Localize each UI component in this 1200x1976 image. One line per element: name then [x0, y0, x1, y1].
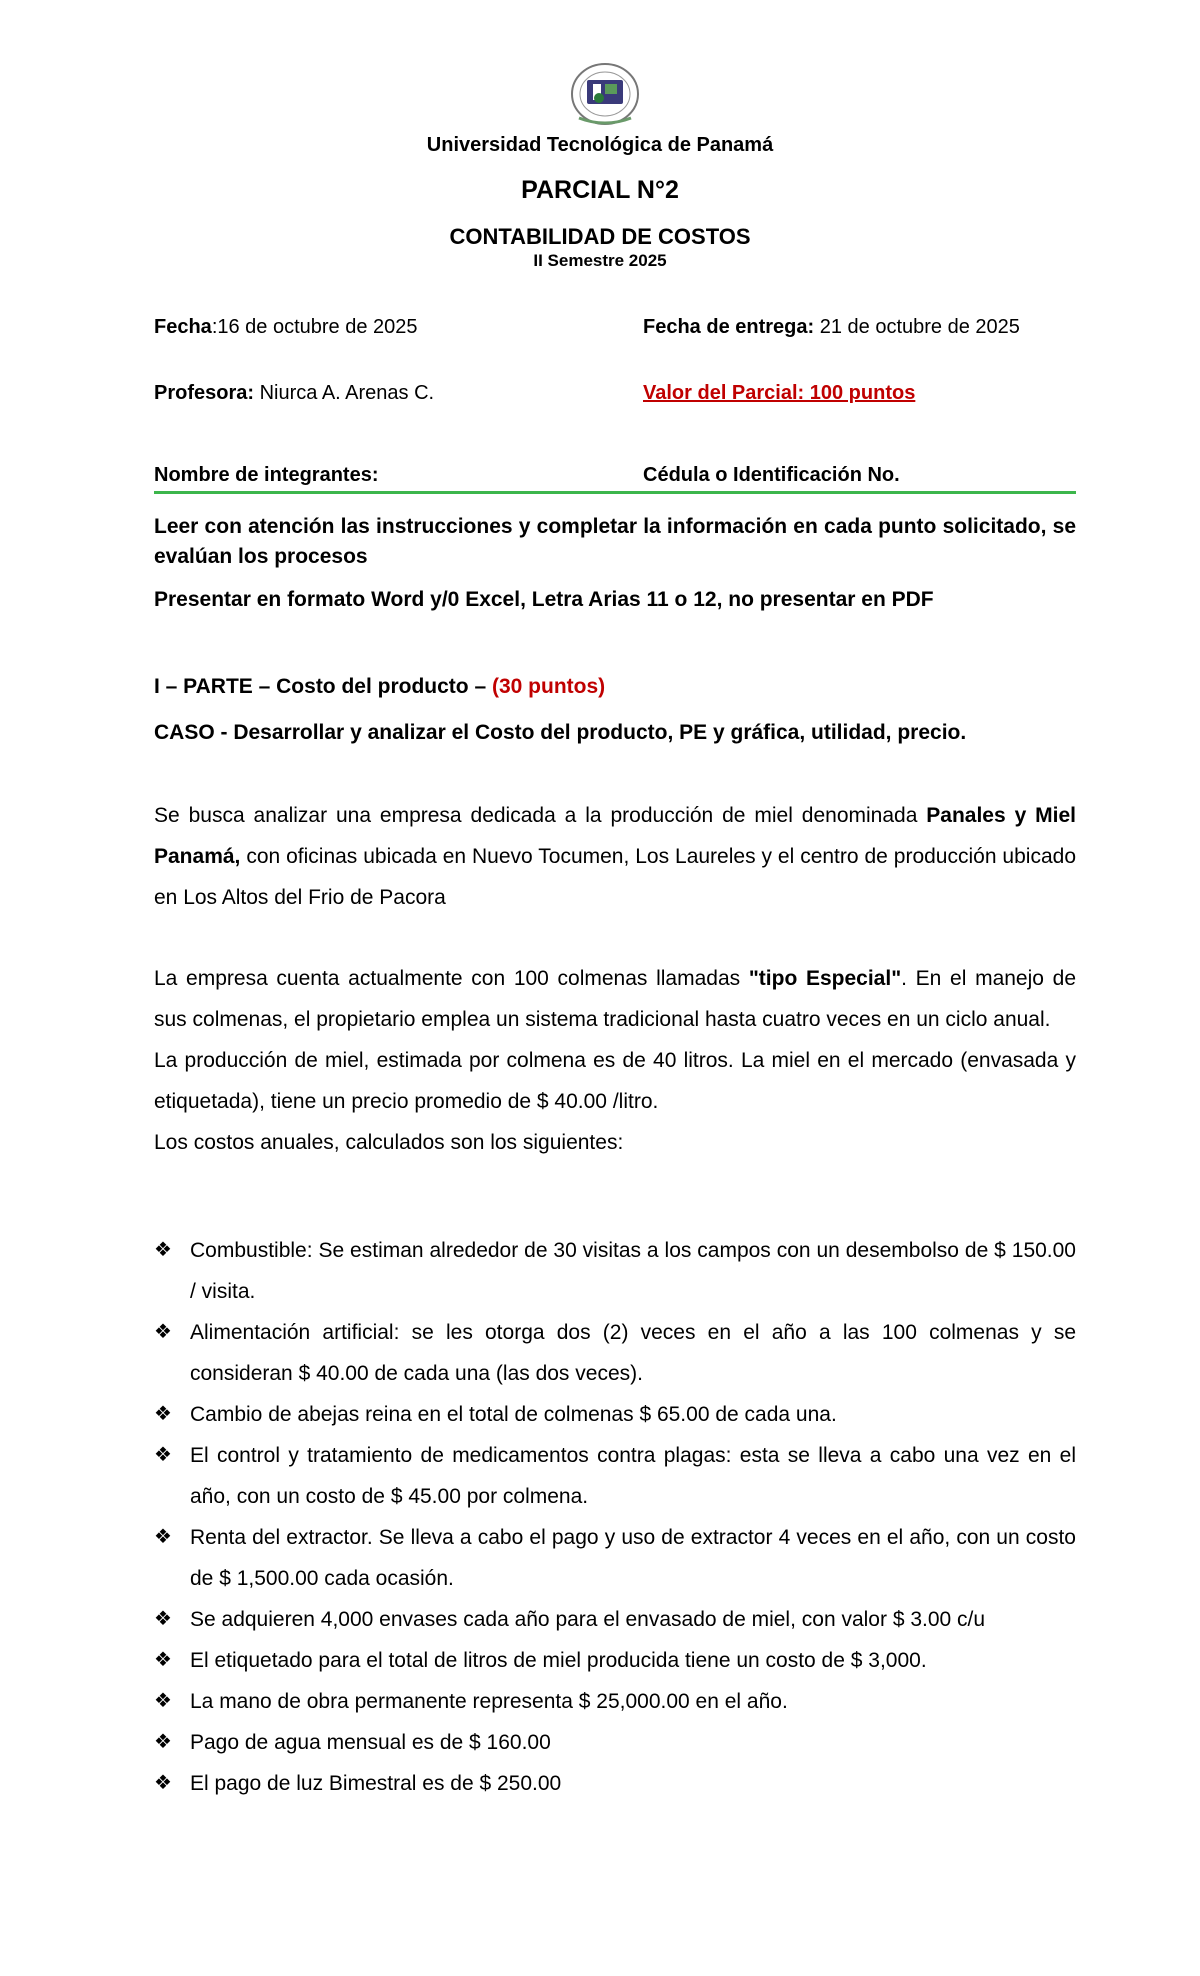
diamond-bullet-icon: ❖ [154, 1608, 172, 1630]
fecha-value: :16 de octubre de 2025 [211, 316, 418, 338]
part-one-heading [154, 675, 1076, 699]
valor-parcial [643, 382, 915, 405]
profesora-label: Profesora: [154, 382, 255, 404]
list-item: ❖ El control y tratamiento de medicamentos contra plagas: esta se lleva a cabo una vez en el año, con un costo de $ 45.00 por colmena. [154, 1435, 1076, 1517]
entrega-label: Fecha de entrega: [643, 316, 815, 338]
company-name: Panales y Miel Panamá, [154, 804, 1076, 868]
semester: II Semestre 2025 [533, 251, 667, 270]
exam-title: PARCIAL N°2 [521, 176, 679, 204]
diamond-bullet-icon: ❖ [154, 1403, 172, 1425]
cedula-label: Cédula o Identificación No. [643, 464, 900, 486]
diamond-bullet-icon: ❖ [154, 1321, 172, 1343]
company-description-a: Se busca analizar una empresa dedicada a la producción de miel denominada [154, 804, 927, 827]
case-heading: CASO - Desarrollar y analizar el Costo del producto, PE y gráfica, utilidad, precio. [154, 721, 967, 744]
profesora-field [154, 382, 434, 405]
list-item: ❖ Pago de agua mensual es de $ 160.00 [154, 1722, 1076, 1763]
hive-type: "tipo Especial" [748, 967, 902, 990]
diamond-bullet-icon: ❖ [154, 1772, 172, 1794]
green-divider [154, 491, 1076, 494]
integrantes-label: Nombre de integrantes: [154, 464, 379, 486]
list-item: ❖ El pago de luz Bimestral es de $ 250.00 [154, 1763, 1076, 1804]
list-item: ❖ La mano de obra permanente representa $ 25,000.00 en el año. [154, 1681, 1076, 1722]
fecha-label: Fecha [154, 316, 212, 338]
diamond-bullet-icon: ❖ [154, 1444, 172, 1466]
annual-costs-list [154, 1230, 1076, 1804]
list-item: ❖ Alimentación artificial: se les otorga dos (2) veces en el año a las 100 colmenas y se consideran $ 40.00 de cada una (las dos veces). [154, 1312, 1076, 1394]
costs-intro: Los costos anuales, calculados son los siguientes: [154, 1131, 624, 1154]
hives-description-c: . En el manejo de sus colmenas, el propietario emplea un sistema tradicional hasta cuatro veces en un ciclo anual. [154, 967, 1077, 1031]
company-description-c: con oficinas ubicada en Nuevo Tocumen, Los Laureles y el centro de producción ubicado en Los Altos del Frio de Pacora [154, 845, 1076, 909]
entrega-value: 21 de octubre de 2025 [814, 316, 1020, 338]
list-item: ❖ Cambio de abejas reina en el total de colmenas $ 65.00 de cada una. [154, 1394, 1076, 1435]
hives-description [154, 958, 1076, 1163]
hives-description-a: La empresa cuenta actualmente con 100 colmenas llamadas [154, 967, 749, 990]
university-seal-icon [565, 62, 645, 130]
university-name: Universidad Tecnológica de Panamá [426, 134, 774, 156]
format-instructions: Presentar en formato Word y/0 Excel, Letra Arias 11 o 12, no presentar en PDF [154, 588, 934, 611]
list-item: ❖ Combustible: Se estiman alrededor de 30 visitas a los campos con un desembolso de $ 150.00 / visita. [154, 1230, 1076, 1312]
part-one-points: (30 puntos) [491, 675, 606, 698]
diamond-bullet-icon: ❖ [154, 1239, 172, 1261]
diamond-bullet-icon: ❖ [154, 1526, 172, 1548]
production-description: La producción de miel, estimada por colmena es de 40 litros. La miel en el mercado (envasada y etiquetada), tiene un precio promedio de $ 40.00 /litro. [154, 1049, 1076, 1113]
fecha-field [154, 316, 418, 339]
instructions-text: Leer con atención las instrucciones y completar la información en cada punto solicitado, se evalúan los procesos [154, 515, 1076, 568]
part-one-title: I – PARTE – Costo del producto – [154, 675, 492, 698]
entrega-field [643, 316, 1020, 339]
list-item: ❖ Se adquieren 4,000 envases cada año para el envasado de miel, con valor $ 3.00 c/u [154, 1599, 1076, 1640]
diamond-bullet-icon: ❖ [154, 1649, 172, 1671]
diamond-bullet-icon: ❖ [154, 1731, 172, 1753]
list-item: ❖ Renta del extractor. Se lleva a cabo el pago y uso de extractor 4 veces en el año, con un costo de $ 1,500.00 cada ocasión. [154, 1517, 1076, 1599]
company-description [154, 795, 1076, 918]
profesora-value: Niurca A. Arenas C. [254, 382, 435, 404]
diamond-bullet-icon: ❖ [154, 1690, 172, 1712]
subject-title: CONTABILIDAD DE COSTOS [449, 224, 751, 249]
list-item: ❖ El etiquetado para el total de litros de miel producida tiene un costo de $ 3,000. [154, 1640, 1076, 1681]
valor-parcial-text: Valor del Parcial: 100 puntos [643, 382, 916, 404]
